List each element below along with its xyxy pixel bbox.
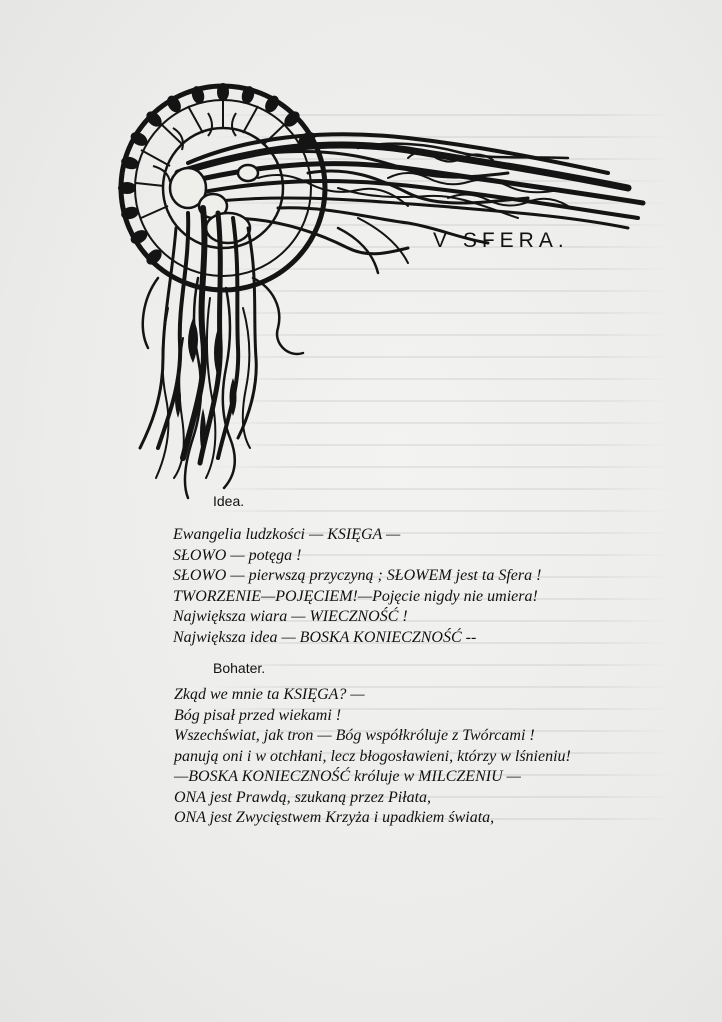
verse-line: Zkąd we mnie ta KSIĘGA? — <box>174 686 365 703</box>
verse-line: TWORZENIE—POJĘCIEM!—Pojęcie nigdy nie umiera! <box>173 587 538 605</box>
bohater-verse-block <box>174 685 571 829</box>
section-heading-bohater: Bohater. <box>213 660 266 676</box>
verse-line: panują oni i w otchłani, lecz błogosławieni, którzy w lśnieniu! <box>174 747 571 765</box>
section-heading-idea: Idea. <box>213 493 245 509</box>
verse-line: Ewangelia ludzkości — KSIĘGA — <box>173 526 401 543</box>
verse-line: Wszechświat, jak tron — Bóg współkróluje z Twórcami ! <box>174 727 535 744</box>
verse-line: SŁOWO — pierwszą przyczyną ; SŁOWEM jest ta Sfera ! <box>173 567 542 584</box>
verse-line: Bóg pisał przed wiekami ! <box>174 706 342 724</box>
verse-line: ONA jest Prawdą, szukaną przez Piłata, <box>174 788 432 806</box>
verse-line: Największa idea — BOSKA KONIECZNOŚĆ -- <box>173 628 477 646</box>
verse-line: ONA jest Zwycięstwem Krzyża i upadkiem świata, <box>174 809 495 826</box>
verse-line: Największa wiara — WIECZNOŚĆ ! <box>173 608 408 625</box>
verse-line: —BOSKA KONIECZNOŚĆ króluje w MILCZENIU — <box>174 768 521 785</box>
chapter-title: V SFERA. <box>433 229 569 252</box>
tree-sun-vignette-icon <box>108 78 653 518</box>
verse-line: SŁOWO — potęga ! <box>173 546 302 564</box>
idea-verse-block <box>173 525 541 648</box>
